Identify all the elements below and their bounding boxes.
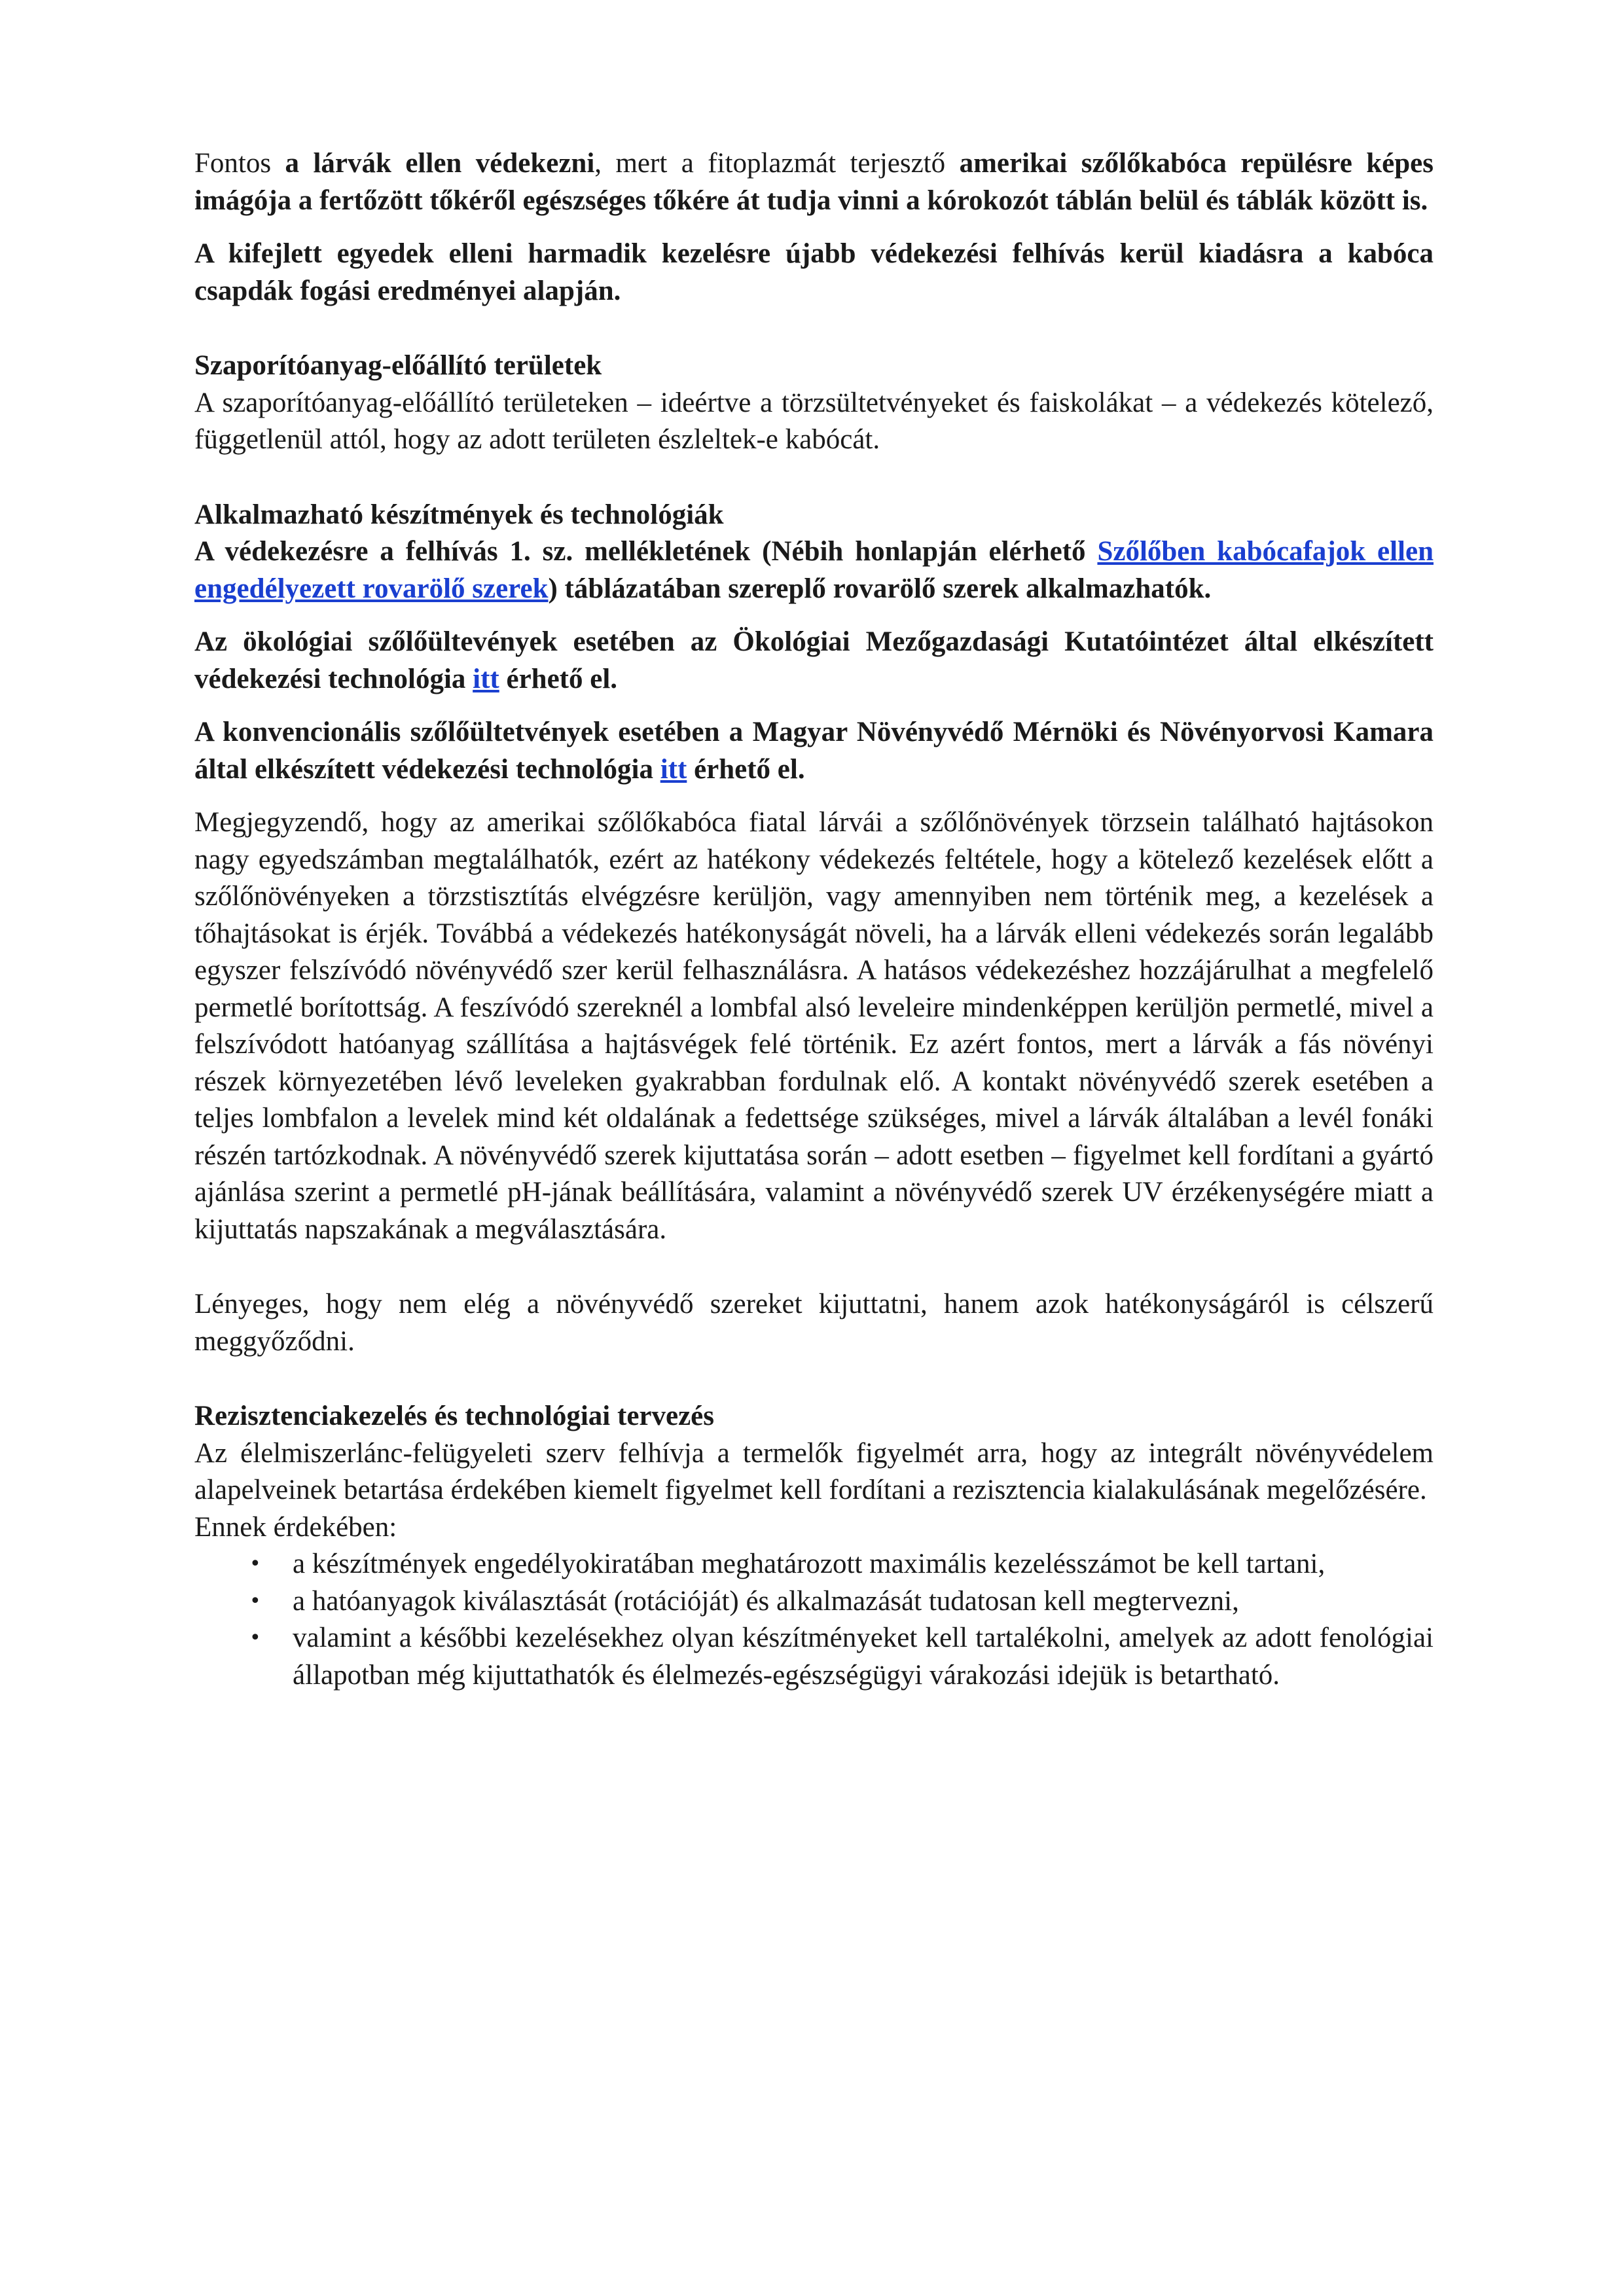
intro-text-3: , mert a fitoplazmát terjesztő — [594, 148, 960, 179]
organic-text-2: érhető el. — [499, 663, 618, 694]
document-page — [194, 145, 1434, 1694]
effectiveness-paragraph: Lényeges, hogy nem elég a növényvédő szereket kijuttatni, hanem azok hatékonyságáról is célszerű meggyőződni. — [194, 1289, 1434, 1357]
larvae-notes-paragraph: Megjegyzendő, hogy az amerikai szőlőkabóca fiatal lárvái a szőlőnövények törzsein található hajtásokon nagy egyedszámban megtalálhatók, ezért az hatékony védekezés feltétele, hogy a kötelező kezelések előtt a szőlőnövényeken a törzstisztítás elvégzésre kerüljön, vagy amennyiben nem történik meg, a kezelések a tőhajtásokat is érjék. Továbbá a védekezés hatékonyságát növeli, ha a lárvák elleni védekezés során legalább egyszer felszívódó növényvédő szer kerül felhasználásra. A hatásos védekezéshez hozzájárulhat a megfelelő permetlé borítottság. A feszívódó szereknél a lombfal alsó leveleire mindenképpen kerüljön permetlé, mivel a felszívódott hatóanyag szállítása a hajtásvégek felé történik. Ez azért fontos, mert a lárvák a fás növényi részek környezetében lévő leveleken gyakrabban fordulnak elő. A kontakt növényvédő szerek esetében a teljes lombfalon a levelek mind két oldalának a fedettsége szükséges, mivel a lárvák általában a levél fonáki részén tartózkodnak. A növényvédő szerek kijuttatása során – adott esetben – figyelmet kell fordítani a gyártó ajánlása szerint a permetlé pH-jának beállítására, valamint a növényvédő szerek UV érzékenységére miatt a kijuttatás napszakának a megválasztására. — [194, 807, 1434, 1245]
list-item-text: a készítmények engedélyokiratában meghatározott maximális kezelésszámot be kell tartani, — [293, 1549, 1326, 1579]
list-item-text: a hatóanyagok kiválasztását (rotációját) és alkalmazását tudatosan kell megtervezni, — [293, 1585, 1239, 1617]
bullet-icon: • — [249, 1552, 261, 1575]
list-item — [194, 1546, 1434, 1583]
list-item-text: valamint a későbbi kezelésekhez olyan készítményeket kell tartalékolni, amelyek az adott fenológiai állapotban még kijuttathatók és élelmezés-egészségügyi várakozási idejük is betartható. — [293, 1623, 1434, 1691]
section-heading-resistance: Rezisztenciakezelés és technológiai tervezés — [194, 1401, 714, 1431]
conventional-technology-link[interactable]: itt — [660, 753, 687, 785]
third-treatment-paragraph: A kifejlett egyedek elleni harmadik kezelésre újabb védekezési felhívás kerül kiadásra a kabóca csapdák fogási eredményei alapján. — [194, 238, 1434, 306]
resistance-intro: Ennek érdekében: — [194, 1511, 397, 1543]
intro-paragraph — [194, 145, 1434, 219]
conventional-text-2: érhető el. — [687, 753, 805, 785]
organic-technology-paragraph — [194, 624, 1434, 698]
intro-text-1: Fontos — [194, 148, 285, 179]
list-item — [194, 1620, 1434, 1694]
resistance-list — [194, 1546, 1434, 1694]
intro-text-4-bold: amerikai szőlőkabóca repülésre képes imágója a fertőzött tőkéről egészséges tőkére át tudja vinni a kórokozót táblán belül és táblák között is. — [194, 148, 1434, 216]
bullet-icon: • — [249, 1626, 261, 1649]
intro-text-2-bold: a lárvák ellen védekezni — [285, 148, 595, 179]
organic-text-1: Az ökológiai szőlőültevények esetében az Ökológiai Mezőgazdasági Kutatóintézet által elkészített védekezési technológia — [194, 626, 1434, 694]
section-heading-products: Alkalmazható készítmények és technológiák — [194, 499, 724, 530]
bullet-icon: • — [249, 1589, 261, 1613]
section-heading-propagation: Szaporítóanyag-előállító területek — [194, 350, 602, 381]
list-item — [194, 1583, 1434, 1621]
products-text-1: A védekezésre a felhívás 1. sz. mellékletének (Nébih honlapján elérhető — [194, 536, 1098, 567]
conventional-text-1: A konvencionális szőlőültetvények esetében a Magyar Növényvédő Mérnöki és Növényorvosi Kamara által elkészített védekezési technológia — [194, 717, 1434, 785]
products-paragraph — [194, 533, 1434, 607]
propagation-paragraph: A szaporítóanyag-előállító területeken – ideértve a törzsültetvényeket és faiskolákat – a védekezés kötelező, függetlenül attól, hogy az adott területen észleltek-e kabócát. — [194, 387, 1434, 455]
organic-technology-link[interactable]: itt — [473, 663, 499, 694]
products-text-2: ) táblázatában szereplő rovarölő szerek alkalmazhatók. — [548, 573, 1212, 604]
resistance-paragraph: Az élelmiszerlánc-felügyeleti szerv felhívja a termelők figyelmét arra, hogy az integrált növényvédelem alapelveinek betartása érdekében kiemelt figyelmet kell fordítani a rezisztencia kialakulásának megelőzésére. — [194, 1437, 1434, 1505]
conventional-technology-paragraph — [194, 714, 1434, 788]
insecticides-list-link[interactable]: Szőlőben kabócafajok ellen engedélyezett rovarölő szerek — [194, 536, 1434, 604]
